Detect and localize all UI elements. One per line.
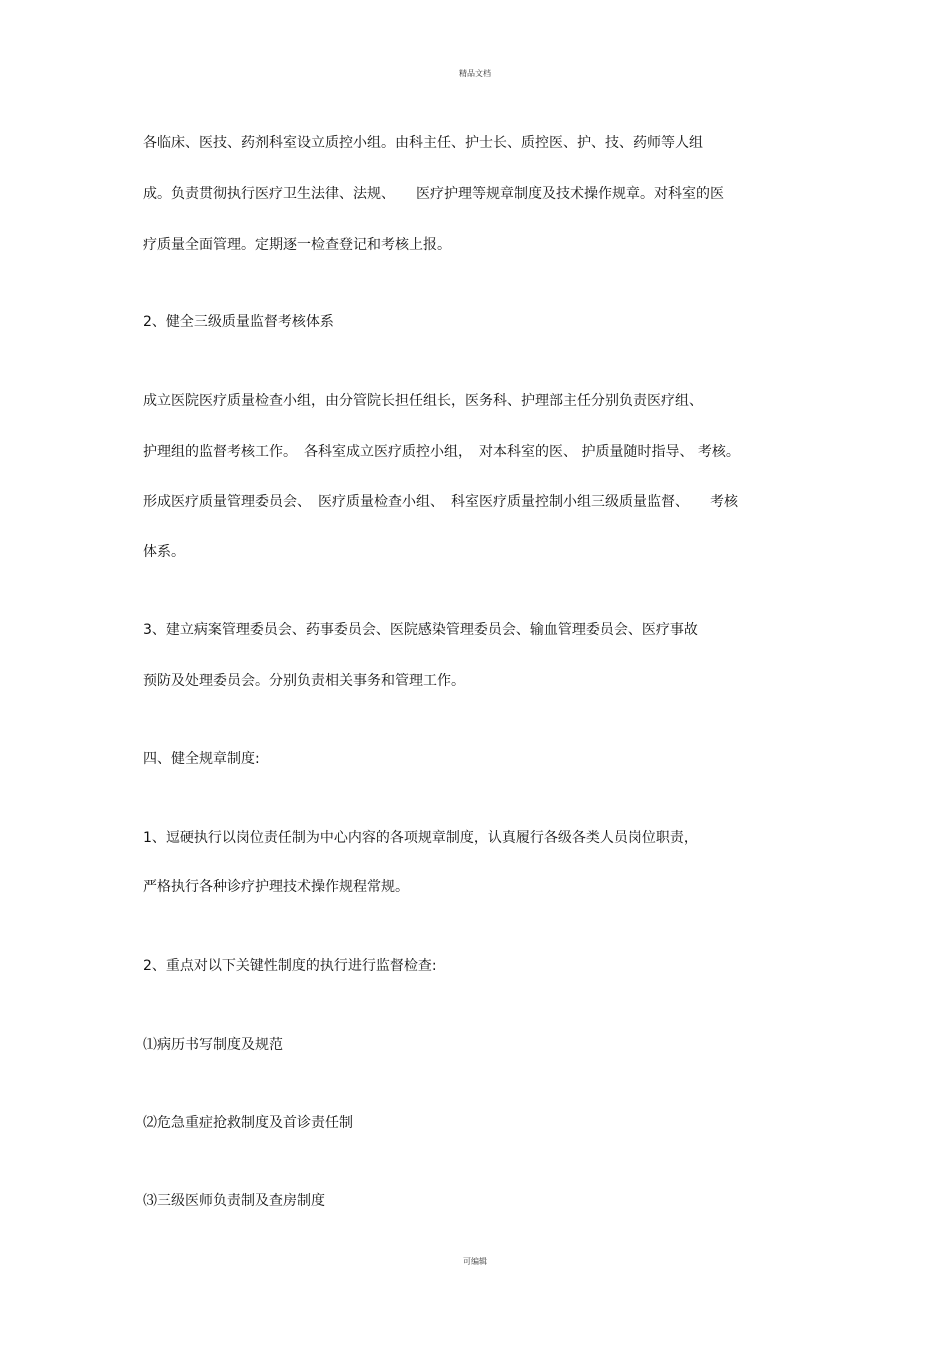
paragraph-line: 成。负责贯彻执行医疗卫生法律、法规、 医疗护理等规章制度及技术操作规章。对科室的医 [143,186,724,202]
paragraph-line: 1、逗硬执行以岗位责任制为中心内容的各项规章制度，认真履行各级各类人员岗位职责， [143,830,698,846]
section-heading: 四、健全规章制度: [143,751,260,767]
paragraph-line: 成立医院医疗质量检查小组，由分管院长担任组长，医务科、护理部主任分别负责医疗组、 [143,393,703,409]
page-header: 精品文档 [459,69,491,78]
paragraph-line: 2、重点对以下关键性制度的执行进行监督检查: [143,958,437,974]
paragraph-line: 疗质量全面管理。定期逐一检查登记和考核上报。 [143,237,451,253]
paragraph-line: 各临床、医技、药剂科室设立质控小组。由科主任、护士长、质控医、护、技、药师等人组 [143,135,703,151]
paragraph-line: 护理组的监督考核工作。 各科室成立医疗质控小组， 对本科室的医、 护质量随时指导、 考核。 [143,444,740,460]
list-item: ⑵危急重症抢救制度及首诊责任制 [143,1115,353,1131]
paragraph-line: 体系。 [143,544,185,560]
section-heading: 2、健全三级质量监督考核体系 [143,314,334,330]
paragraph-line: 严格执行各种诊疗护理技术操作规程常规。 [143,879,409,895]
page-footer: 可编辑 [463,1257,487,1266]
list-item: ⑴病历书写制度及规范 [143,1037,283,1053]
paragraph-line: 形成医疗质量管理委员会、 医疗质量检查小组、 科室医疗质量控制小组三级质量监督、 考核 [143,494,738,510]
paragraph-line: 3、建立病案管理委员会、药事委员会、医院感染管理委员会、输血管理委员会、医疗事故 [143,622,698,638]
list-item: ⑶三级医师负责制及查房制度 [143,1193,325,1209]
paragraph-line: 预防及处理委员会。分别负责相关事务和管理工作。 [143,673,465,689]
